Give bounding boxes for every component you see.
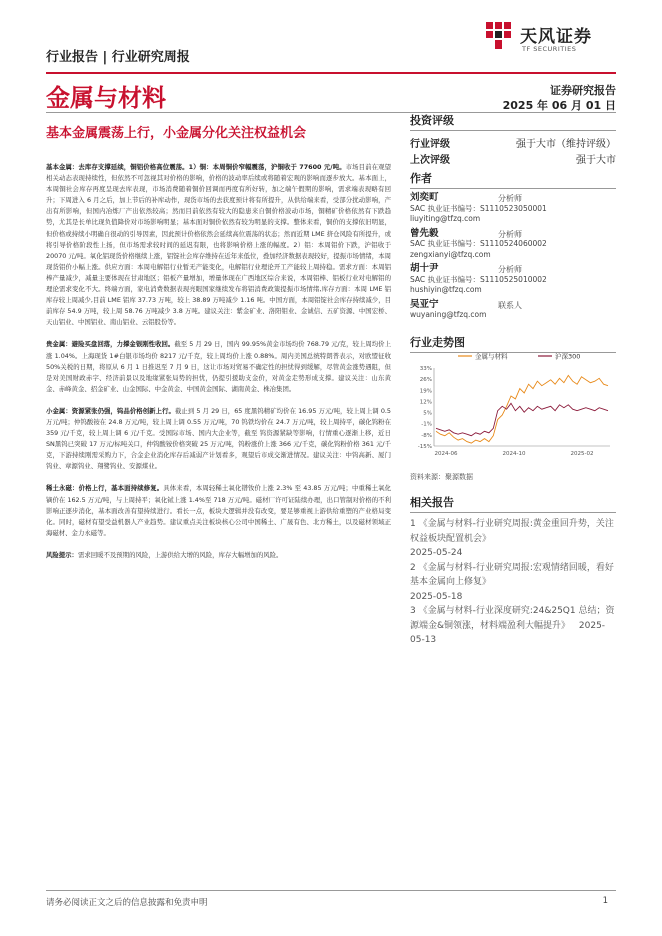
author-email[interactable]: zengxianyi@tfzq.com — [410, 249, 491, 259]
rating-row-prev — [410, 151, 616, 167]
legend-label: 金属与材料 — [475, 352, 508, 361]
author-cert: SAC 执业证书编号：S1110524060002 — [410, 239, 547, 248]
rating-industry-label: 行业评级 — [410, 139, 450, 150]
related-heading: 相关报告 — [410, 496, 454, 509]
author-email[interactable]: wuyaning@tfzq.com — [410, 310, 487, 319]
para-precious-metals-head: 贵金属：避险买盘回落，力撑金银刚性收回。 — [46, 340, 175, 349]
related-report-date: 2025-05-13 — [410, 620, 606, 645]
y-tick-label: 5% — [423, 410, 432, 417]
related-report-item[interactable] — [410, 561, 616, 605]
footer-divider — [46, 890, 616, 891]
para-precious-metals-text: 截至 5 月 29 日，国内 99.95%黄金市场均价 768.79 元/克，较上周均价上涨 1.04%。上海现货 1#白银市场均价 8217 元/千克，较上周均价上涨 0.88%。周内美国总统特朗普表示，对欧盟征收 50%关税的日期，将原从 6 月 1 日推迟至 7 月 9 日，这让市场对贸易不确定性的担忧得到缓解，尽管黄金涨势遇阻，但是对美国财政赤字、经济前景以及地缘紧张局势的担忧，仍提引援助支金价，对黄金走势形成支撑。建议关注：山东黄金、赤峰黄金、招金矿业、山金国际、中金黄金、中国黄金国际、湖南黄金、株冶集团。 — [46, 340, 391, 393]
related-report-title[interactable]: 3 《金属与材料-行业深度研究:24&25Q1 总结；资源端金&铜领涨，材料端盈利大幅提升》 — [410, 606, 615, 631]
logo-text: 天风证券 — [520, 27, 592, 47]
rating-section — [410, 112, 616, 167]
author-card — [410, 264, 616, 296]
report-category: 行业报告 | 行业研究周报 — [46, 50, 190, 65]
para-risk — [46, 550, 391, 561]
author-name: 吴亚宁 — [410, 298, 439, 310]
rating-row-industry — [410, 135, 616, 151]
author-name: 曾先毅 — [410, 227, 439, 239]
related-report-item[interactable] — [410, 517, 616, 561]
tf-logo-icon — [478, 18, 518, 54]
y-tick-label: 12% — [419, 399, 432, 406]
para-base-metals — [46, 162, 391, 328]
x-tick-label: 2024-06 — [434, 451, 458, 457]
x-tick-label: 2025-02 — [570, 451, 594, 457]
author-role: 分析师 — [498, 229, 522, 239]
rating-heading: 投资评级 — [410, 114, 454, 127]
y-tick-label: 26% — [419, 377, 432, 384]
trend-chart — [410, 346, 616, 461]
para-risk-head: 风险提示： — [46, 550, 78, 559]
rating-divider — [410, 130, 616, 131]
author-role: 联系人 — [498, 300, 522, 310]
author-cert: SAC 执业证书编号：S1110523050001 — [410, 203, 547, 213]
rating-industry-value: 强于大市（维持评级） — [516, 139, 616, 150]
author-role: 分析师 — [498, 265, 522, 274]
y-tick-label: -1% — [421, 421, 432, 428]
para-precious-metals — [46, 339, 391, 394]
legend-label: 沪深300 — [555, 352, 581, 361]
para-minor-metals-head: 小金属：资源紧张仍强，钨品价格创新上行。 — [46, 406, 175, 415]
author-email[interactable]: liuyiting@tfzq.com — [410, 214, 481, 223]
y-tick-label: -8% — [421, 432, 432, 439]
para-minor-metals — [46, 406, 391, 473]
logo-subtext: TF SECURITIES — [522, 45, 577, 53]
author-email[interactable]: hushiyin@tfzq.com — [410, 285, 482, 294]
author-cert: SAC 执业证书编号：S1110525010002 — [410, 274, 547, 284]
authors-heading: 作者 — [410, 172, 432, 185]
author-card — [410, 193, 616, 225]
rating-prev-label: 上次评级 — [410, 155, 450, 166]
para-rare-earth — [46, 483, 391, 538]
related-divider — [410, 512, 616, 513]
authors-section — [410, 170, 616, 321]
para-minor-metals-text: 截止到 5 月 29 日，65 度黑钨精矿均价在 16.95 万元/吨，较上周上调 0.5 万元/吨；仲钨酸铵在 24.8 万元/吨，较上周上调 0.55 万元/吨，70 钨铁均价在 24.7 万元/吨，较上周持平，碳化钨粉在 359 元/千克，较上周上调 6 元/千克。受国际市场、国内大企业等，截至 钨资源紧缺等影响，行情重心逐渐上移，近日 SN黑钨已突破 17 万元/标吨关口，仲钨酸铵价格突破 25 万元/吨，钨粉涨价上涨 366 元/千克，碳化钨粉价格 361 元/千克，下游持续刚需采购力下，合金企业消化库存后减弱产计划看多，观望后市成交渐进情况。建议关注：中钨高新、厦门钨业、章源钨业、翔鹭钨业、安源煤业。 — [46, 406, 391, 471]
y-tick-label: -15% — [417, 444, 432, 450]
report-subtitle: 基本金属震荡上行，小金属分化关注权益机会 — [46, 126, 307, 141]
y-tick-label: 19% — [419, 388, 432, 395]
para-base-metals-text: 市场目前在观望相关动态表现持续性，但依然不可忽视其对价格的影响，价格的波动率后续或将随着宏观的影响而逐步放大。基本面上，本周铜社会库存再度呈现去库表现，市场消费随着铜价回调而再度有所好转，加之端午假期的影响，需求端表现略有回升；下周进入 6 月之后，加上节后的补库动作，现货市场的去获度预计将有所提升，从供给端来看，受部分扰动影响，产出有所影响，但国内冶炼厂产出依然较高；然而目前依然有较大的隐患来自铜价格波动市场，铜精矿价格依然有下跌趋势，尤其是长单比现负值降价对市场影响明显；基本面对铜价依然有较为明显的支撑。整体来看，铜价的支撑依旧明显，但价格或持续小明确自很动的引导因素，因此预计价格依然会延续高位震荡的状态；然而近期 LME 挤仓风险有所提升，或将引导价格阶段性上扬，但市场需求较时间的延迟有限，也将影响价格上涨的幅度。2）铝：本周铝价下跌，沪铝收于 20070 元/吨。氧化铝现货价格继续上涨，铝锭社会库存维持在近年来低位，叠加经济数据表现较好，提振市场情绪，本周现货铝价小幅上涨。供应方面：本周电解铝行业暂无产能变化，电解铝行业理论开工产能较上周持稳。需求方面：本周铝棒产量减少，减量主要体现在甘肃地区；铝板产量增加，增量体现在广西地区综合来说，本周铝棒、铝板行业对电解铝的理论需求变化不大。终端方面，家电消费数据表现亮眼国家继续发布将铝消费政策提振市场情绪,库存方面：本周 LME 铝库存较上周减少,目前 LME 铝库 37.73 万吨，较上 38.89 万吨减少 1.16 吨。中国方面，本周铝锭社会库存持续减少，目前库存 54.9 万吨，较上周 58.76 万吨减少 3.8 万吨。建议关注：紫金矿业、洛阳钼业、金诚信、五矿资源、中国宏桥、天山铝业、中国铝业、南山铝业、云铝股份等。 — [46, 163, 391, 327]
related-report-date: 2025-05-24 — [410, 548, 463, 558]
footer-disclaimer: 请务必阅读正文之后的信息披露和免责申明 — [46, 898, 208, 908]
author-name: 刘奕町 — [410, 192, 439, 203]
author-name: 胡十尹 — [410, 263, 439, 274]
report-date: 2025 年 06 月 01 日 — [502, 99, 616, 112]
authors-divider — [410, 188, 616, 189]
para-rare-earth-head: 稀土永磁：价格上行，基本面持续修复。 — [46, 484, 164, 493]
chart-source: 资料来源：聚源数据 — [410, 473, 473, 481]
related-report-title[interactable]: 2 《金属与材料-行业研究周报:宏观情绪回暖，看好基本金属向上修复》 — [410, 562, 614, 587]
trend-heading: 行业走势图 — [410, 336, 465, 349]
para-base-metals-head: 基本金属：去库存支撑延续，铜铝价格高位震荡。1）铜：本周铜价窄幅震荡，沪铜收于 77600 元/吨。 — [46, 163, 346, 171]
related-report-date: 2025-05-18 — [410, 591, 463, 602]
related-report-title[interactable]: 1 《金属与材料-行业研究周报:黄金重回升势，关注权益板块配置机会》 — [410, 519, 614, 544]
y-tick-label: 33% — [419, 366, 432, 372]
rating-prev-value: 强于大市 — [576, 155, 616, 166]
report-type: 证券研究报告 — [550, 84, 616, 97]
author-role: 分析师 — [498, 194, 522, 203]
para-rare-earth-text: 具体来看，本周轻稀土氧化镨钕价上涨 2.3% 至 43.85 万元/吨；中重稀土氧化镝价在 162.5 万元/吨，与上周持平；氧化铽上涨 1.4%至 718 万元/吨。磁材厂许可证陆续办理，出口管制对价格的不利影响正逐步消化，基本面改善有望持续进行。看长一点，板块大逻辑并没有改变，要足够重视上游供给重塑的产业格局变化。同时，磁材有望受益机器人产业趋势。建议重点关注板块核心公司中国稀土、广晟有色、北方稀土，以及磁材领域正海磁材、金力永磁等。 — [46, 484, 392, 537]
related-section — [410, 494, 616, 648]
main-body — [46, 162, 391, 572]
related-report-item[interactable] — [410, 604, 616, 648]
page-number: 1 — [602, 896, 608, 906]
author-card — [410, 229, 616, 261]
author-card — [410, 300, 616, 321]
x-tick-label: 2024-10 — [502, 451, 526, 457]
series-line — [436, 403, 608, 435]
header-divider — [46, 72, 616, 74]
para-risk-text: 需求回暖不及预期的风险，上游供给大增的风险，库存大幅增加的风险。 — [77, 550, 283, 559]
page-title: 金属与材料 — [46, 84, 166, 112]
